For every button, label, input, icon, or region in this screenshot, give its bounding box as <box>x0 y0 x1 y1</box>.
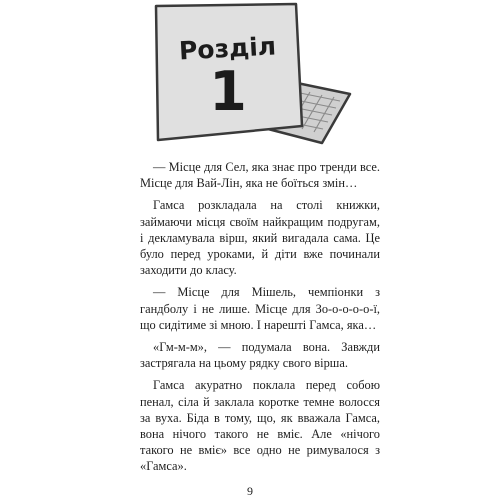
paragraph: Гамса акуратно поклала перед собою пенал, сіла й заклала коротке темне волосся за вуха. Біда в тому, що, як вважала Гамса, вона нічого такого не вміє. Але «нічого такого не вміє» все одно не римувалося з «Гамса». <box>140 378 380 474</box>
page-number: 9 <box>247 484 253 498</box>
chapter-title: Розділ <box>178 31 277 66</box>
paragraph: Гамса розкладала на столі книжки, займаючи місця своїм найкращим подругам, і декламувала вірш, який вигадала сама. Це було перед уроками, й діти вже починали заходити до класу. <box>140 198 380 278</box>
paragraph: — Місце для Сел, яка знає про тренди все. Місце для Вай-Лін, яка не боїться змін… <box>140 160 380 191</box>
chapter-body-text <box>140 159 380 481</box>
paragraph: «Гм-м-м», — подумала вона. Завжди застрягала на цьому рядку свого вірша. <box>140 340 380 371</box>
chapter-laptop-illustration <box>0 0 500 150</box>
paragraph: — Місце для Мішель, чемпіонки з гандболу і не лише. Місце для Зо-о-о-о-о-ї, що сидітиме зі мною. І нарешті Гамса, яка… <box>140 285 380 332</box>
chapter-number: 1 <box>209 60 247 123</box>
